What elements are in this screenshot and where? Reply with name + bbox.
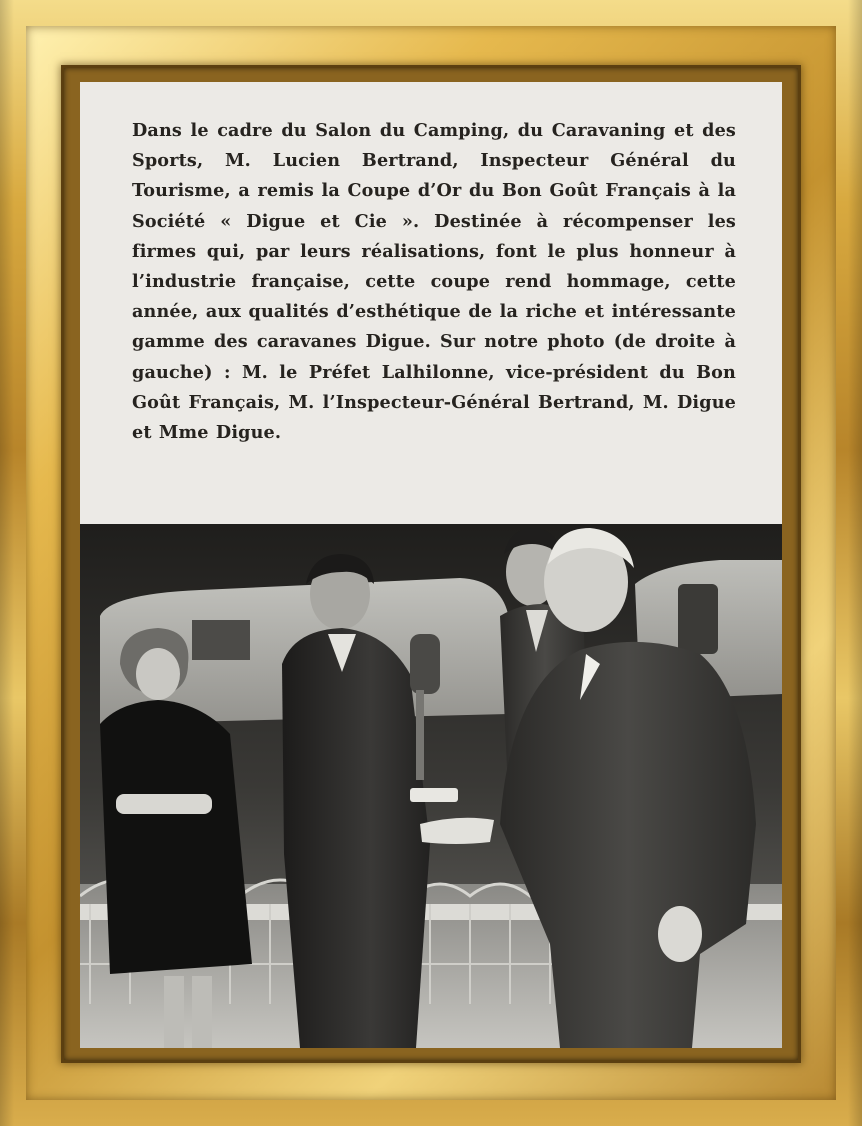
article-text: Dans le cadre du Salon du Camping, du Caravaning et des Sports, M. Lucien Bertrand, Inspecteur Général du Tourisme, a remis la Coupe d’Or du Bon Goût Français à la Société « Digue et Cie ». Destinée à récompenser les firmes qui, par leurs réalisations, font le plus honneur à l’industrie française, cette coupe rend hommage, cette année, aux qualités d’esthétique de la riche et intéressante gamme des caravanes Digue. Sur notre photo (de droite à gauche) : M. le Préfet Lalhilonne, vice-président du Bon Goût Français, M. l’Inspecteur-Général Bertrand, M. Digue et Mme Digue. <box>132 120 736 444</box>
newspaper-clipping <box>80 82 782 1048</box>
photo-illustration <box>80 524 782 1048</box>
ceremony-photo <box>80 524 782 1048</box>
